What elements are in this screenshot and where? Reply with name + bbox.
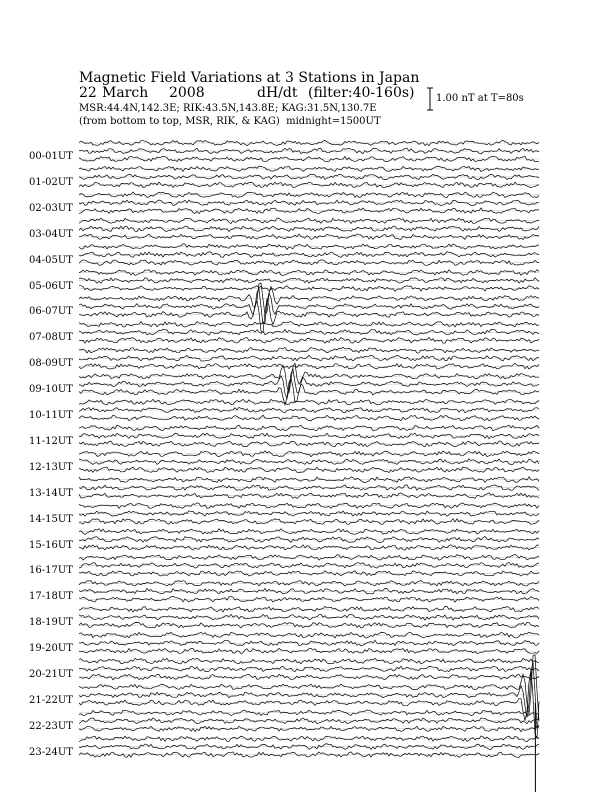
quantity-label: dH/dt (257, 85, 298, 101)
hour-label: 10-11UT (29, 410, 73, 421)
hour-label: 19-20UT (29, 643, 73, 655)
hour-label: 02-03UT (29, 202, 73, 214)
hour-label: 14-15UT (29, 513, 73, 525)
hour-label: 11-12UT (29, 435, 73, 447)
trace-kag (79, 670, 539, 738)
hour-label: 00-01UT (29, 151, 73, 162)
hour-label: 03-04UT (29, 228, 73, 240)
hour-label: 05-06UT (29, 280, 73, 292)
hour-label: 18-19UT (29, 617, 73, 629)
trace-rik (79, 369, 539, 398)
hour-label: 04-05UT (29, 254, 73, 266)
trace-msr (79, 606, 539, 612)
hour-label: 08-09UT (29, 358, 73, 370)
midnight-note: midnight=1500UT (286, 116, 381, 127)
hour-label: 15-16UT (29, 539, 73, 551)
hour-label: 23-24UT (29, 746, 73, 758)
order-note: (from bottom to top, MSR, RIK, & KAG) (79, 116, 280, 127)
hour-label: 07-08UT (29, 332, 73, 344)
hour-label: 21-22UT (29, 694, 73, 706)
hour-label: 20-21UT (29, 669, 73, 680)
chart-title: Magnetic Field Variations at 3 Stations in Japan (79, 70, 420, 86)
date-month: March (102, 85, 149, 101)
trace-rik (79, 662, 539, 728)
hour-label: 01-02UT (29, 176, 73, 188)
filter-label: (filter:40-160s) (308, 85, 415, 101)
hour-label: 06-07UT (29, 306, 73, 318)
scale-label: 1.00 nT at T=80s (436, 93, 524, 104)
date-day: 22 (79, 85, 97, 101)
hour-label: 13-14UT (29, 487, 73, 499)
trace-kag (79, 299, 539, 333)
trace-msr (79, 655, 539, 721)
date-year: 2008 (169, 85, 205, 101)
station-coordinates: MSR:44.4N,142.3E; RIK:43.5N,143.8E; KAG:31.5N,130.7E (79, 103, 377, 114)
hour-label: 17-18UT (29, 591, 73, 603)
hour-label: 22-23UT (29, 720, 73, 732)
hour-label: 09-10UT (29, 384, 73, 396)
hour-label: 12-13UT (29, 461, 73, 473)
hour-label: 16-17UT (29, 565, 73, 577)
